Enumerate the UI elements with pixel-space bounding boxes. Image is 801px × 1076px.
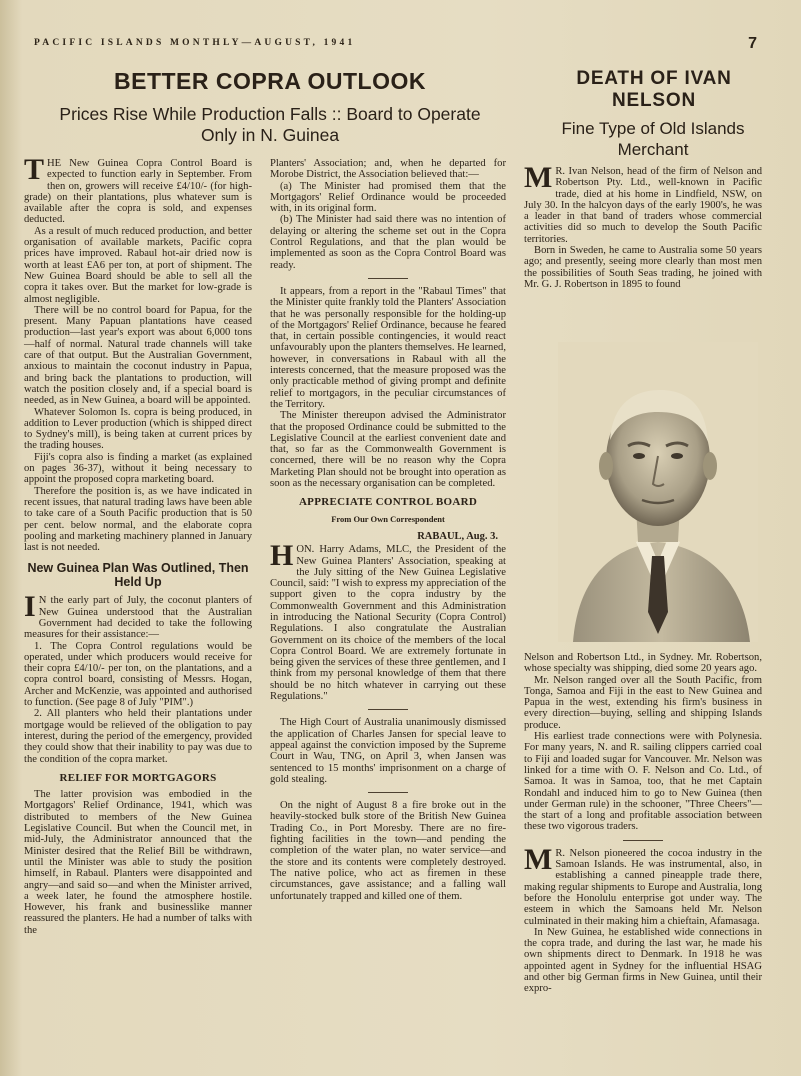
fire-paragraph: On the night of August 8 a fire broke out in the heavily-stocked bulk store of the British New Guinea Trading Co., in Port Moresby. There are no fire-fighting facilities in the town—and pending the completion of the water plan, no water service—and the store and its contents were completely destroyed. The native police, who act as firemen in these circumstances, gave assistance; and a falling wall unfortunately trapped and killed one of them.: [270, 800, 506, 902]
plan-paragraph-2: 1. The Copra Control regulations would be operated, under which producers would receive for their copra £4/10/- per ton, on the plantations, and a copra control board, consisting of Messrs. Hogan, Archer and McKenzie, was appointed and authorised to function. (See page 8 of July "PIM".): [24, 640, 252, 709]
copra-paragraph-5: Fiji's copra also is finding a market (as explained on pages 36-37), without it being necessary to appoint the proposed copra marketing board.: [24, 451, 252, 486]
divider: [623, 840, 663, 841]
ivan-nelson-portrait: [558, 342, 758, 642]
divider: [368, 709, 408, 710]
nelson-paragraph-4: Mr. Nelson ranged over all the South Pacific, from Tonga, Samoa and Fiji in the east to New Guinea and Papua in the west, extending his firm's business in every direction—buying, selling and shipping Islands produce.: [524, 674, 762, 731]
page-number: 7: [748, 35, 757, 52]
copra-headline: BETTER COPRA OUTLOOK: [114, 68, 426, 94]
court-paragraph: The High Court of Australia unanimously dismissed the application of Charles Jansen for special leave to appeal against the conviction imposed by the Supreme Court in Wau, TNG, on April 3, when Jansen was sentenced to 15 months' imprisonment on a charge of gold stealing.: [270, 717, 506, 785]
copra-paragraph-3: There will be no control board for Papua, for the present. Many Papuan plantations have ceased production—last year's export was about 6,000 tons—half of normal. Natural trade channels will take care of that output. But the Australian Government, anxious to maintain the coconut industry in Papua, and bring back the plantations to production, will watch the position closely and, if a special board is needed, as in New Guinea, a board will be appointed.: [24, 304, 252, 407]
nelson-paragraph-3: Nelson and Robertson Ltd., in Sydney. Mr. Robertson, whose specialty was shipping, died some 20 years ago.: [524, 652, 762, 675]
copra-p1-text: HE New Guinea Copra Control Board is expected to function early in September. From then on, growers will receive £4/10/- (for high-grade) on their plantations, plus whatever sum is available after the copra is sold, and expenses deducted.: [24, 158, 252, 226]
nelson-paragraph-7: In New Guinea, he established wide connections in the copra trade, and during the last war, he made his own shipments direct to Denmark. In 1918 he was appointed agent in Sydney for the influential HSAG and other big German firms in New Guinea, until their expro-: [524, 926, 762, 995]
nelson-subhead: Fine Type of Old Islands Merchant: [561, 119, 745, 159]
plan-paragraph-1: [24, 590, 252, 641]
copra-paragraph-1: [24, 153, 252, 226]
dateline: RABAUL, Aug. 3.: [417, 530, 498, 542]
nelson-headline: DEATH OF IVAN NELSON: [576, 68, 732, 111]
drop-cap: M: [524, 161, 553, 194]
copra-paragraph-6: Therefore the position is, as we have indicated in recent issues, that natural trading laws have been able to take care of a South Pacific production that is 50 per cent. below normal, and the elaborate copra pooling and marketing machinery planned in January last is not needed.: [24, 485, 252, 554]
plan-p1-text: N the early part of July, the coconut planters of New Guinea understood that the Australian Government had decided to take the following measures for their assistance:—: [24, 595, 252, 641]
copra-paragraph-4: Whatever Solomon Is. copra is being produced, in addition to Lever production (which is shipped direct to Sydney's mill), is being taken at current prices by the trading houses.: [24, 406, 252, 452]
copra-paragraph-2: As a result of much reduced production, and better organisation of available markets, Pacific copra prices have improved. Rabaul hot-air dried now is worth at least £A6 per ton, at port of shipment. The New Guinea Board should be able to sell all the copra it takes over. But the market for low-grade is almost negligible.: [24, 225, 252, 305]
hon-text: ON. Harry Adams, MLC, the President of the New Guinea Planters' Association, speaking at the July sitting of the New Guinea Legislative Council, said: "I wish to express my appreciation of the support given to the copra industry by the Commonwealth Government and this Administration in introducing the National Security (Copra Control) Regulations. I also congratulate the Australian Government on its choice of the members of the local Copra Control Board. We are extremely fortunate in being given the services of these three gentlemen, and I think from my personal knowledge of them that there should be no hitch whatever in carrying out these Regulations.": [270, 544, 506, 703]
drop-cap: I: [24, 590, 36, 624]
col2-paragraph-2: (a) The Minister had promised them that the Mortgagors' Relief Ordinance would be proceeded with, in its original form.: [270, 180, 506, 215]
running-head: PACIFIC ISLANDS MONTHLY—AUGUST, 1941: [34, 38, 356, 48]
relief-section-heading: RELIEF FOR MORTGAGORS: [59, 771, 217, 784]
col2-paragraph-3: (b) The Minister had said there was no intention of delaying or altering the scheme set out in the Copra Control Regulations, and that the plan would be implemented as soon as the Copra Control Board was ready.: [270, 214, 506, 271]
nelson-p1-text: R. Ivan Nelson, head of the firm of Nelson and Robertson Pty. Ltd., well-known in Pacific trade, died at his home in Lindfield, NSW, on July 30. In the halcyon days of the early 1900's, he was a leader in that band of traders whose commercial activities did so much to develop the South Pacific territories.: [524, 166, 762, 245]
nelson-column-bottom: [524, 652, 762, 995]
copra-column-1: [24, 153, 252, 936]
copra-subhead: Prices Rise While Production Falls :: Board to Operate Only in N. Guinea: [59, 104, 481, 145]
hon-paragraph: [270, 539, 506, 703]
divider: [368, 792, 408, 793]
nelson-column-top: [524, 161, 762, 290]
nelson-p6-text: R. Nelson pioneered the cocoa industry in the Samoan Islands. He was instrumental, also, in establishing a canned pineapple trade there, making regular shipments to Europe and Australia, long before the Honolulu enterprise got under way. The esteem in which the Samoans held Mr. Nelson culminated in their making him a chieftain, Afamasaga.: [524, 847, 762, 927]
col2-paragraph-5: The Minister thereupon advised the Administrator that the proposed Ordinance could be submitted to the Legislative Council at the earliest convenient date and that, so far as the Commonwealth Government is concerned, there will be no reason why the Copra Marketing Plan should not be brought into operation as soon as the necessary organisation can be completed.: [270, 410, 506, 490]
nelson-paragraph-6: [524, 842, 762, 927]
nelson-paragraph-1: [524, 161, 762, 245]
plan-section-heading: New Guinea Plan Was Outlined, Then Held Up: [27, 561, 249, 590]
drop-cap: T: [24, 153, 45, 186]
relief-paragraph-1: The latter provision was embodied in the Mortgagors' Relief Ordinance, 1941, which was distributed to members of the New Guinea Legislative Council. But when the Council met, in mid-July, the Administrator announced that the Minister desired that the Relief Bill be withdrawn, until the Minister was able to study the position himself, in Rabaul. Planters were disappointed and angry—and said so—and when the Minister arrived, a week later, he found the atmosphere hostile. However, his frank and businesslike manner reassured the planters. He had a number of talks with the: [24, 789, 252, 936]
col2-paragraph-4: It appears, from a report in the "Rabaul Times" that the Minister quite frankly told the Planters' Association that he was personally responsible for the holding-up of the Mortgagors' Relief Ordinance, because he feared that, in certain possible contingencies, it would react unfavourably upon the planters themselves. He learned, however, in conversations in Rabaul with all the interests concerned, that the measure proposed was the only practicable method of giving prompt and definite relief to mortgagors, in the peculiar circumstances of the Territory.: [270, 285, 506, 410]
nelson-paragraph-5: His earliest trade connections were with Polynesia. For many years, N. and R. sailing clippers carried coal to Fiji and loaded sugar for Vancouver. Mr. Nelson was linked for a time with O. F. Nelson and Co. Ltd., of Samoa. It was in Samoa, too, that he met Captain Rondahl and induced him to go to New Guinea (then under German rule) in the schooner, "Three Cheers"—the start of a long and profitable association between these two vigorous traders.: [524, 731, 762, 833]
divider: [368, 278, 408, 279]
byline: From Our Own Correspondent: [331, 513, 445, 524]
drop-cap: H: [270, 539, 294, 573]
nelson-paragraph-2: Born in Sweden, he came to Australia some 50 years ago; and presently, seeing more clearly than most men the possibilities of South Seas trading, he joined with Mr. G. J. Robertson in 1895 to found: [524, 245, 762, 290]
plan-paragraph-3: 2. All planters who held their plantations under mortgage would be relieved of the obligation to pay interest, during the period of the emergency, provided they could show that their inability to pay was due to the condition of the copra market.: [24, 708, 252, 765]
col2-paragraph-1: Planters' Association; and, when he departed for Morobe District, the Association believed that:—: [270, 158, 506, 181]
drop-cap: M: [524, 842, 553, 876]
copra-column-2: [270, 158, 506, 902]
appreciate-section-heading: APPRECIATE CONTROL BOARD: [298, 496, 478, 509]
